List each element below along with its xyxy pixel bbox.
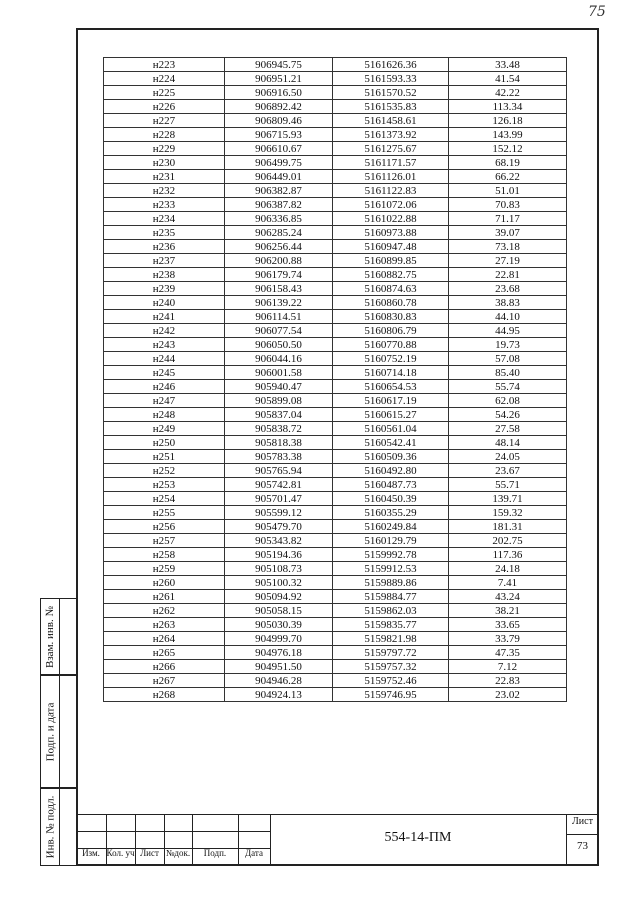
point-id-cell: н240 xyxy=(104,296,225,310)
coord-x-cell: 905479.70 xyxy=(225,520,333,534)
table-row xyxy=(104,394,567,408)
coord-y-cell: 5160654.53 xyxy=(333,380,449,394)
distance-cell: 62.08 xyxy=(449,394,567,408)
stamp-header-data: Дата xyxy=(245,848,263,858)
table-row xyxy=(104,170,567,184)
coord-x-cell: 905701.47 xyxy=(225,492,333,506)
distance-cell: 181.31 xyxy=(449,520,567,534)
table-row xyxy=(104,366,567,380)
coord-x-cell: 905030.39 xyxy=(225,618,333,632)
table-row xyxy=(104,240,567,254)
table-row xyxy=(104,492,567,506)
table-row xyxy=(104,604,567,618)
coord-y-cell: 5160860.78 xyxy=(333,296,449,310)
table-row xyxy=(104,226,567,240)
point-id-cell: н261 xyxy=(104,590,225,604)
point-id-cell: н230 xyxy=(104,156,225,170)
coord-x-cell: 905818.38 xyxy=(225,436,333,450)
coord-x-cell: 905837.04 xyxy=(225,408,333,422)
point-id-cell: н244 xyxy=(104,352,225,366)
point-id-cell: н263 xyxy=(104,618,225,632)
sheet-number: 73 xyxy=(577,840,588,852)
coord-y-cell: 5161373.92 xyxy=(333,128,449,142)
point-id-cell: н260 xyxy=(104,576,225,590)
side-label-vzam: Взам. инв. № xyxy=(44,605,56,668)
distance-cell: 202.75 xyxy=(449,534,567,548)
coord-y-cell: 5160770.88 xyxy=(333,338,449,352)
table-row xyxy=(104,534,567,548)
table-row xyxy=(104,324,567,338)
stamp-header-list: Лист xyxy=(140,848,159,858)
coord-y-cell: 5160249.84 xyxy=(333,520,449,534)
coord-y-cell: 5161072.06 xyxy=(333,198,449,212)
coord-y-cell: 5159746.95 xyxy=(333,688,449,702)
coord-y-cell: 5161626.36 xyxy=(333,58,449,72)
coord-x-cell: 905094.92 xyxy=(225,590,333,604)
point-id-cell: н268 xyxy=(104,688,225,702)
stamp-header-podp: Подп. xyxy=(203,848,227,858)
coord-y-cell: 5160973.88 xyxy=(333,226,449,240)
distance-cell: 23.67 xyxy=(449,464,567,478)
coord-x-cell: 906892.42 xyxy=(225,100,333,114)
coord-x-cell: 905058.15 xyxy=(225,604,333,618)
coord-y-cell: 5160509.36 xyxy=(333,450,449,464)
point-id-cell: н236 xyxy=(104,240,225,254)
point-id-cell: н247 xyxy=(104,394,225,408)
table-row xyxy=(104,618,567,632)
table-row xyxy=(104,562,567,576)
point-id-cell: н252 xyxy=(104,464,225,478)
table-row xyxy=(104,688,567,702)
distance-cell: 139.71 xyxy=(449,492,567,506)
table-row xyxy=(104,576,567,590)
point-id-cell: н223 xyxy=(104,58,225,72)
coord-x-cell: 904946.28 xyxy=(225,674,333,688)
coord-x-cell: 905742.81 xyxy=(225,478,333,492)
point-id-cell: н238 xyxy=(104,268,225,282)
table-row xyxy=(104,548,567,562)
table-row xyxy=(104,100,567,114)
table-row xyxy=(104,128,567,142)
coord-x-cell: 906256.44 xyxy=(225,240,333,254)
coord-x-cell: 906114.51 xyxy=(225,310,333,324)
coord-y-cell: 5160561.04 xyxy=(333,422,449,436)
stamp-header-kol: Кол. уч xyxy=(106,848,135,858)
distance-cell: 33.48 xyxy=(449,58,567,72)
distance-cell: 85.40 xyxy=(449,366,567,380)
distance-cell: 54.26 xyxy=(449,408,567,422)
table-row xyxy=(104,646,567,660)
table-row xyxy=(104,86,567,100)
distance-cell: 57.08 xyxy=(449,352,567,366)
handwritten-page-number: 75 xyxy=(588,4,606,20)
point-id-cell: н255 xyxy=(104,506,225,520)
coord-y-cell: 5160947.48 xyxy=(333,240,449,254)
table-row xyxy=(104,590,567,604)
coord-y-cell: 5161458.61 xyxy=(333,114,449,128)
table-row xyxy=(104,338,567,352)
coord-x-cell: 906809.46 xyxy=(225,114,333,128)
point-id-cell: н231 xyxy=(104,170,225,184)
table-row xyxy=(104,450,567,464)
point-id-cell: н233 xyxy=(104,198,225,212)
point-id-cell: н245 xyxy=(104,366,225,380)
coordinates-table xyxy=(103,57,567,702)
distance-cell: 24.05 xyxy=(449,450,567,464)
point-id-cell: н237 xyxy=(104,254,225,268)
coord-y-cell: 5160487.73 xyxy=(333,478,449,492)
coord-y-cell: 5161171.57 xyxy=(333,156,449,170)
point-id-cell: н243 xyxy=(104,338,225,352)
table-row xyxy=(104,212,567,226)
side-stamp-inv xyxy=(40,788,76,866)
coord-x-cell: 905765.94 xyxy=(225,464,333,478)
table-row xyxy=(104,310,567,324)
coord-x-cell: 905783.38 xyxy=(225,450,333,464)
coord-y-cell: 5159912.53 xyxy=(333,562,449,576)
coord-y-cell: 5159835.77 xyxy=(333,618,449,632)
coord-y-cell: 5159884.77 xyxy=(333,590,449,604)
point-id-cell: н241 xyxy=(104,310,225,324)
point-id-cell: н264 xyxy=(104,632,225,646)
point-id-cell: н249 xyxy=(104,422,225,436)
distance-cell: 68.19 xyxy=(449,156,567,170)
coord-y-cell: 5160129.79 xyxy=(333,534,449,548)
coord-y-cell: 5160355.29 xyxy=(333,506,449,520)
point-id-cell: н235 xyxy=(104,226,225,240)
coord-x-cell: 906050.50 xyxy=(225,338,333,352)
table-row xyxy=(104,198,567,212)
distance-cell: 159.32 xyxy=(449,506,567,520)
table-row xyxy=(104,478,567,492)
distance-cell: 33.65 xyxy=(449,618,567,632)
point-id-cell: н253 xyxy=(104,478,225,492)
distance-cell: 33.79 xyxy=(449,632,567,646)
point-id-cell: н225 xyxy=(104,86,225,100)
table-row xyxy=(104,282,567,296)
distance-cell: 44.95 xyxy=(449,324,567,338)
distance-cell: 22.81 xyxy=(449,268,567,282)
coord-x-cell: 906387.82 xyxy=(225,198,333,212)
distance-cell: 24.18 xyxy=(449,562,567,576)
point-id-cell: н265 xyxy=(104,646,225,660)
coord-x-cell: 906179.74 xyxy=(225,268,333,282)
distance-cell: 51.01 xyxy=(449,184,567,198)
distance-cell: 55.71 xyxy=(449,478,567,492)
distance-cell: 27.58 xyxy=(449,422,567,436)
table-row xyxy=(104,156,567,170)
coord-x-cell: 906715.93 xyxy=(225,128,333,142)
point-id-cell: н228 xyxy=(104,128,225,142)
side-stamp-vzam xyxy=(40,598,76,675)
coord-x-cell: 906499.75 xyxy=(225,156,333,170)
coord-y-cell: 5160542.41 xyxy=(333,436,449,450)
table-row xyxy=(104,114,567,128)
distance-cell: 152.12 xyxy=(449,142,567,156)
distance-cell: 38.83 xyxy=(449,296,567,310)
point-id-cell: н239 xyxy=(104,282,225,296)
stamp-header-izm: Изм. xyxy=(82,848,100,858)
coord-y-cell: 5159862.03 xyxy=(333,604,449,618)
coord-y-cell: 5159992.78 xyxy=(333,548,449,562)
table-row xyxy=(104,254,567,268)
table-row xyxy=(104,422,567,436)
table-row xyxy=(104,72,567,86)
stamp-header-ndok: №док. xyxy=(165,848,191,858)
point-id-cell: н232 xyxy=(104,184,225,198)
distance-cell: 113.34 xyxy=(449,100,567,114)
coord-x-cell: 905194.36 xyxy=(225,548,333,562)
coord-x-cell: 906951.21 xyxy=(225,72,333,86)
point-id-cell: н259 xyxy=(104,562,225,576)
coord-y-cell: 5160874.63 xyxy=(333,282,449,296)
table-row xyxy=(104,408,567,422)
distance-cell: 47.35 xyxy=(449,646,567,660)
side-label-podp: Подп. и дата xyxy=(44,702,57,761)
table-row xyxy=(104,296,567,310)
coord-x-cell: 905343.82 xyxy=(225,534,333,548)
distance-cell: 117.36 xyxy=(449,548,567,562)
coord-y-cell: 5160882.75 xyxy=(333,268,449,282)
distance-cell: 41.54 xyxy=(449,72,567,86)
coord-x-cell: 906200.88 xyxy=(225,254,333,268)
table-row xyxy=(104,352,567,366)
coord-y-cell: 5160806.79 xyxy=(333,324,449,338)
coord-x-cell: 904999.70 xyxy=(225,632,333,646)
distance-cell: 43.24 xyxy=(449,590,567,604)
point-id-cell: н267 xyxy=(104,674,225,688)
coord-x-cell: 906001.58 xyxy=(225,366,333,380)
coord-x-cell: 905838.72 xyxy=(225,422,333,436)
point-id-cell: н262 xyxy=(104,604,225,618)
coord-y-cell: 5161535.83 xyxy=(333,100,449,114)
coord-x-cell: 906158.43 xyxy=(225,282,333,296)
coord-x-cell: 906610.67 xyxy=(225,142,333,156)
point-id-cell: н227 xyxy=(104,114,225,128)
table-row xyxy=(104,184,567,198)
table-row xyxy=(104,632,567,646)
table-row xyxy=(104,268,567,282)
point-id-cell: н248 xyxy=(104,408,225,422)
table-row xyxy=(104,520,567,534)
distance-cell: 126.18 xyxy=(449,114,567,128)
distance-cell: 23.68 xyxy=(449,282,567,296)
coord-y-cell: 5159889.86 xyxy=(333,576,449,590)
point-id-cell: н251 xyxy=(104,450,225,464)
distance-cell: 22.83 xyxy=(449,674,567,688)
coord-y-cell: 5161126.01 xyxy=(333,170,449,184)
distance-cell: 73.18 xyxy=(449,240,567,254)
distance-cell: 55.74 xyxy=(449,380,567,394)
side-stamp-podp xyxy=(40,675,76,788)
distance-cell: 66.22 xyxy=(449,170,567,184)
table-row xyxy=(104,58,567,72)
distance-cell: 39.07 xyxy=(449,226,567,240)
coord-x-cell: 906044.16 xyxy=(225,352,333,366)
coord-y-cell: 5161022.88 xyxy=(333,212,449,226)
coord-x-cell: 906382.87 xyxy=(225,184,333,198)
point-id-cell: н266 xyxy=(104,660,225,674)
table-row xyxy=(104,506,567,520)
table-row xyxy=(104,380,567,394)
table-row xyxy=(104,464,567,478)
coord-y-cell: 5160450.39 xyxy=(333,492,449,506)
coord-y-cell: 5160752.19 xyxy=(333,352,449,366)
coord-x-cell: 905108.73 xyxy=(225,562,333,576)
sheet-label: Лист xyxy=(572,816,593,827)
coord-y-cell: 5160714.18 xyxy=(333,366,449,380)
coord-x-cell: 905940.47 xyxy=(225,380,333,394)
coord-y-cell: 5160617.19 xyxy=(333,394,449,408)
coord-y-cell: 5161570.52 xyxy=(333,86,449,100)
coord-x-cell: 904951.50 xyxy=(225,660,333,674)
coord-x-cell: 906336.85 xyxy=(225,212,333,226)
distance-cell: 27.19 xyxy=(449,254,567,268)
point-id-cell: н257 xyxy=(104,534,225,548)
coord-y-cell: 5161593.33 xyxy=(333,72,449,86)
side-label-inv: Инв. № подл. xyxy=(44,795,56,859)
distance-cell: 70.83 xyxy=(449,198,567,212)
point-id-cell: н258 xyxy=(104,548,225,562)
distance-cell: 7.41 xyxy=(449,576,567,590)
table-row xyxy=(104,674,567,688)
distance-cell: 7.12 xyxy=(449,660,567,674)
distance-cell: 44.10 xyxy=(449,310,567,324)
point-id-cell: н256 xyxy=(104,520,225,534)
distance-cell: 48.14 xyxy=(449,436,567,450)
distance-cell: 23.02 xyxy=(449,688,567,702)
coord-x-cell: 905899.08 xyxy=(225,394,333,408)
coord-x-cell: 906077.54 xyxy=(225,324,333,338)
coord-x-cell: 906916.50 xyxy=(225,86,333,100)
coord-x-cell: 906139.22 xyxy=(225,296,333,310)
point-id-cell: н250 xyxy=(104,436,225,450)
point-id-cell: н254 xyxy=(104,492,225,506)
point-id-cell: н229 xyxy=(104,142,225,156)
coord-x-cell: 905599.12 xyxy=(225,506,333,520)
coord-y-cell: 5159752.46 xyxy=(333,674,449,688)
point-id-cell: н242 xyxy=(104,324,225,338)
point-id-cell: н246 xyxy=(104,380,225,394)
coord-y-cell: 5160899.85 xyxy=(333,254,449,268)
coord-y-cell: 5160492.80 xyxy=(333,464,449,478)
distance-cell: 143.99 xyxy=(449,128,567,142)
coord-x-cell: 906449.01 xyxy=(225,170,333,184)
coord-y-cell: 5161122.83 xyxy=(333,184,449,198)
table-row xyxy=(104,142,567,156)
point-id-cell: н226 xyxy=(104,100,225,114)
coord-y-cell: 5159821.98 xyxy=(333,632,449,646)
distance-cell: 71.17 xyxy=(449,212,567,226)
distance-cell: 42.22 xyxy=(449,86,567,100)
coord-x-cell: 906945.75 xyxy=(225,58,333,72)
distance-cell: 19.73 xyxy=(449,338,567,352)
document-code: 554-14-ПМ xyxy=(384,830,452,845)
point-id-cell: н234 xyxy=(104,212,225,226)
table-row xyxy=(104,660,567,674)
coord-y-cell: 5159757.32 xyxy=(333,660,449,674)
coord-x-cell: 906285.24 xyxy=(225,226,333,240)
coord-x-cell: 904924.13 xyxy=(225,688,333,702)
coord-y-cell: 5160830.83 xyxy=(333,310,449,324)
table-row xyxy=(104,436,567,450)
coord-y-cell: 5160615.27 xyxy=(333,408,449,422)
coord-x-cell: 904976.18 xyxy=(225,646,333,660)
coord-y-cell: 5161275.67 xyxy=(333,142,449,156)
distance-cell: 38.21 xyxy=(449,604,567,618)
coord-y-cell: 5159797.72 xyxy=(333,646,449,660)
point-id-cell: н224 xyxy=(104,72,225,86)
coord-x-cell: 905100.32 xyxy=(225,576,333,590)
